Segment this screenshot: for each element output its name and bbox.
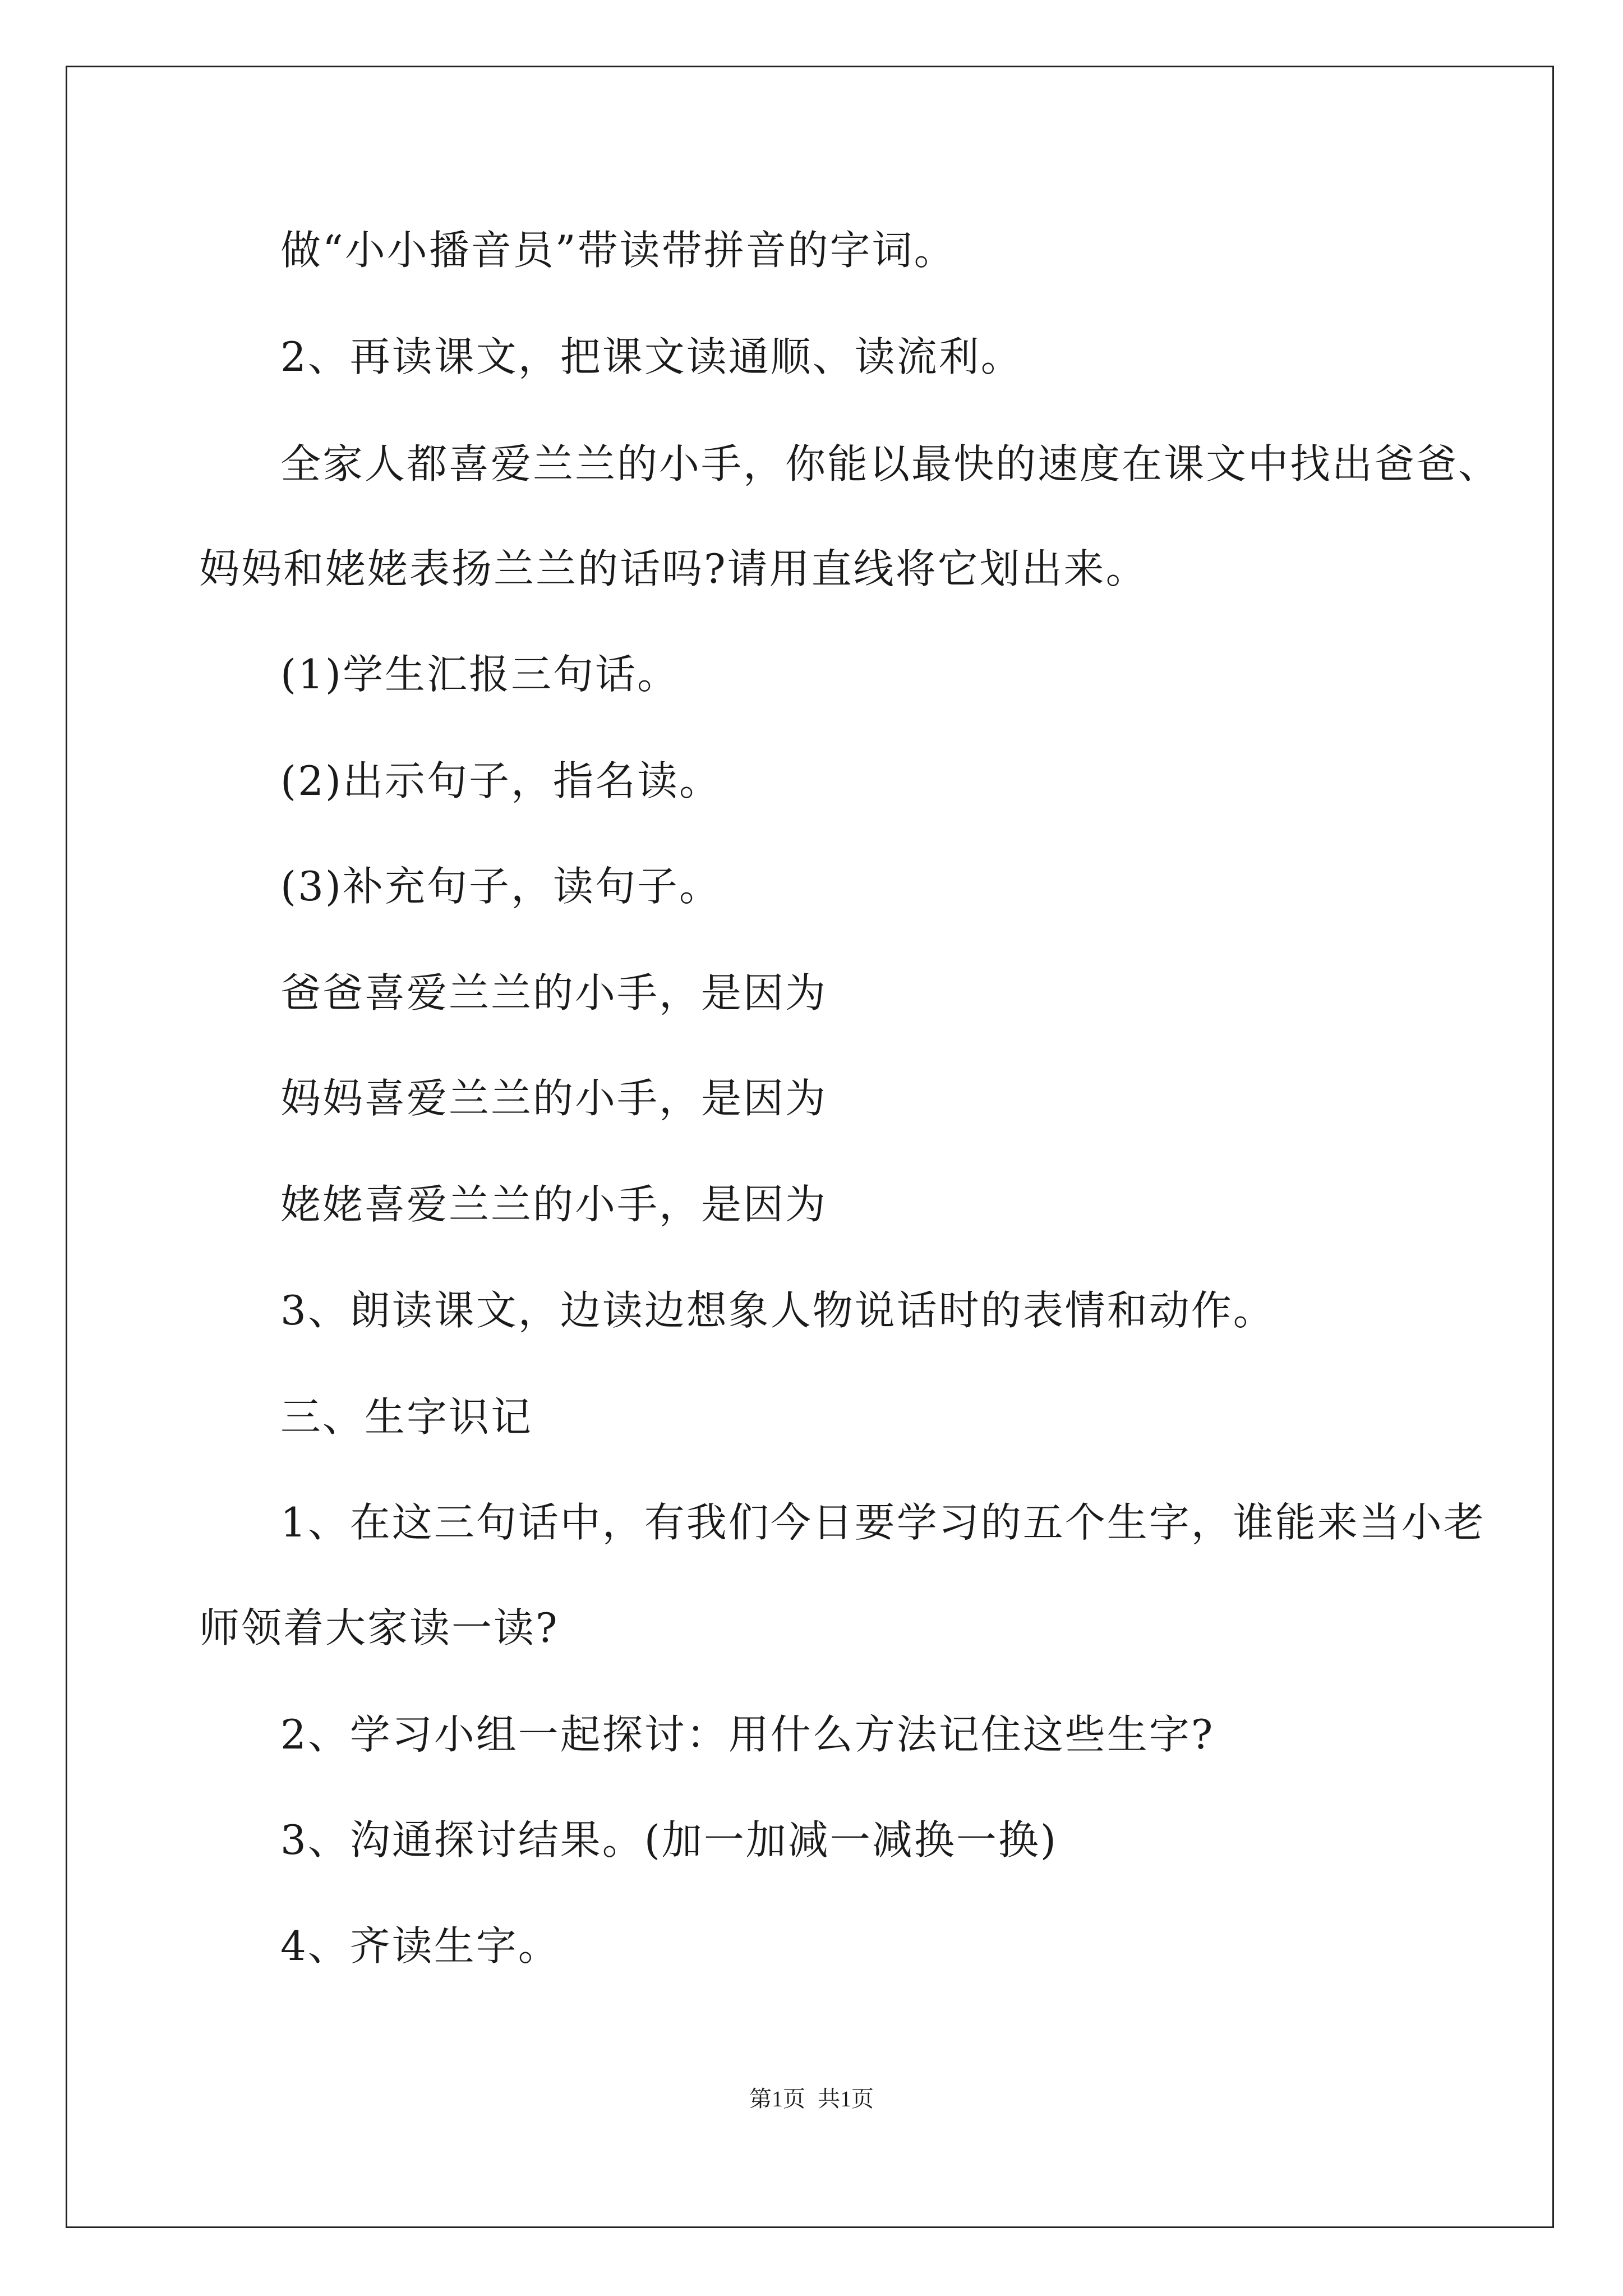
paragraph-line: 妈妈喜爱兰兰的小手，是因为: [280, 1075, 828, 1122]
paragraph-line-continued: 师领着大家读一读?: [199, 1604, 559, 1651]
page-number-current: 第1页: [749, 2086, 805, 2111]
paragraph-line: 全家人都喜爱兰兰的小手，你能以最快的速度在课文中找出爸爸、: [280, 440, 1501, 487]
paragraph-line: 3、朗读课文，边读边想象人物说话时的表情和动作。: [280, 1287, 1275, 1334]
page-number-total: 共1页: [818, 2086, 874, 2111]
paragraph-line-continued: 妈妈和姥姥表扬兰兰的话吗?请用直线将它划出来。: [199, 545, 1148, 592]
paragraph-line: 做“小小播音员”带读带拼音的字词。: [280, 227, 956, 274]
paragraph-line: 3、沟通探讨结果。(加一加减一减换一换): [280, 1816, 1058, 1864]
paragraph-line: 1、在这三句话中，有我们今日要学习的五个生字，谁能来当小老: [280, 1499, 1486, 1546]
paragraph-line: 姥姥喜爱兰兰的小手，是因为: [280, 1181, 828, 1228]
section-heading: 三、生字识记: [280, 1393, 533, 1441]
paragraph-line: (2)出示句子，指名读。: [280, 757, 721, 804]
page-border: [66, 66, 1554, 2228]
paragraph-line: 2、学习小组一起探讨：用什么方法记住这些生字?: [280, 1711, 1215, 1758]
paragraph-line: (1)学生汇报三句话。: [280, 651, 679, 698]
paragraph-line: 4、齐读生字。: [280, 1922, 560, 1970]
page-footer: [0, 2082, 1623, 2116]
paragraph-line: (3)补充句子，读句子。: [280, 863, 721, 910]
paragraph-line: 2、再读课文，把课文读通顺、读流利。: [280, 333, 1023, 380]
paragraph-line: 爸爸喜爱兰兰的小手，是因为: [280, 969, 828, 1016]
